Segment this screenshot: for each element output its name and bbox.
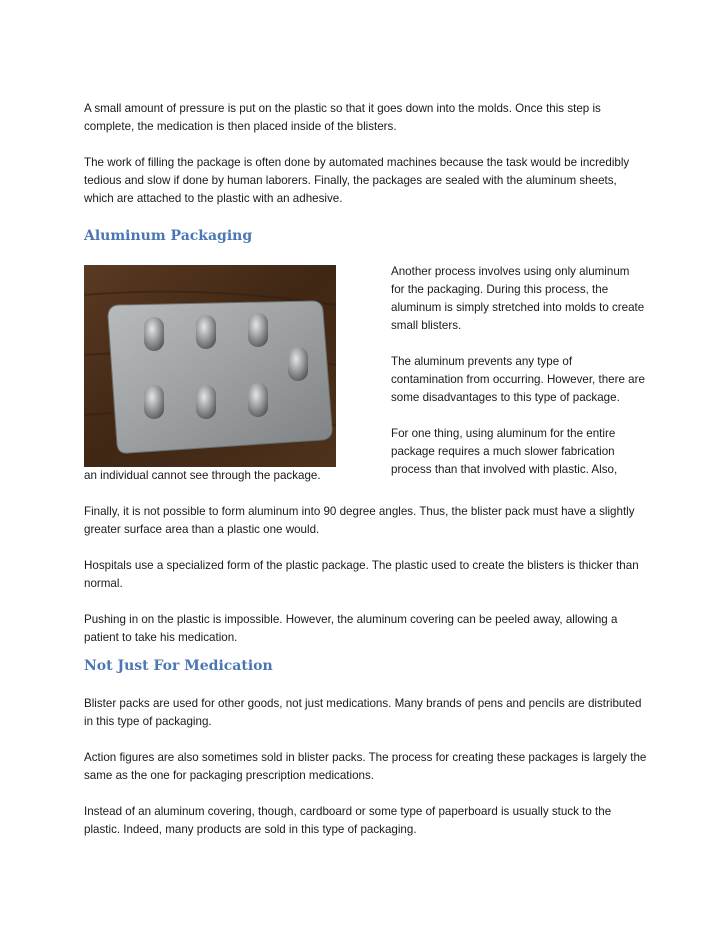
intro-paragraph-2: The work of filling the package is often done by automated machines because the task would be incredibly tedious and slow if done by human laborers. Finally, the packages are sealed with the aluminum sheets, which are attached to the plastic with an adhesive. [84,156,630,205]
not-just-medication-section [84,695,649,839]
aluminum-paragraph-6: Pushing in on the plastic is impossible. However, the aluminum covering can be peeled away, allowing a patient to take his medication. [84,613,618,644]
aluminum-side-paragraph-2: The aluminum prevents any type of contamination from occurring. However, there are some disadvantages to this type of package. [391,355,645,404]
aluminum-body [84,467,649,647]
other-paragraph-3: Instead of an aluminum covering, though, cardboard or some type of paperboard is usually stuck to the plastic. Indeed, many products are sold in this type of packaging. [84,805,612,836]
aluminum-side-text [391,263,646,479]
blister-pack-photo [84,265,336,467]
intro-paragraph-1: A small amount of pressure is put on the plastic so that it goes down into the molds. Once this step is complete, the medication is then placed inside of the blisters. [84,102,601,133]
not-just-medication-heading: Not Just For Medication [84,658,273,674]
aluminum-heading: Aluminum Packaging [84,228,253,244]
aluminum-paragraph-4: Finally, it is not possible to form aluminum into 90 degree angles. Thus, the blister pack must have a slightly greater surface area than a plastic one would. [84,505,635,536]
other-paragraph-1: Blister packs are used for other goods, not just medications. Many brands of pens and pencils are distributed in this type of packaging. [84,697,642,728]
aluminum-continuation: an individual cannot see through the package. [84,469,321,482]
other-paragraph-2: Action figures are also sometimes sold in blister packs. The process for creating these packages is largely the same as the one for packaging prescription medications. [84,751,647,782]
aluminum-side-paragraph-1: Another process involves using only aluminum for the packaging. During this process, the aluminum is simply stretched into molds to create small blisters. [391,265,645,332]
aluminum-side-paragraph-3: For one thing, using aluminum for the entire package requires a much slower fabrication process than that involved with plastic. Also, [391,427,618,476]
intro-section [84,100,649,208]
aluminum-paragraph-5: Hospitals use a specialized form of the plastic package. The plastic used to create the blisters is thicker than normal. [84,559,639,590]
blister-pack-illustration [84,265,336,467]
